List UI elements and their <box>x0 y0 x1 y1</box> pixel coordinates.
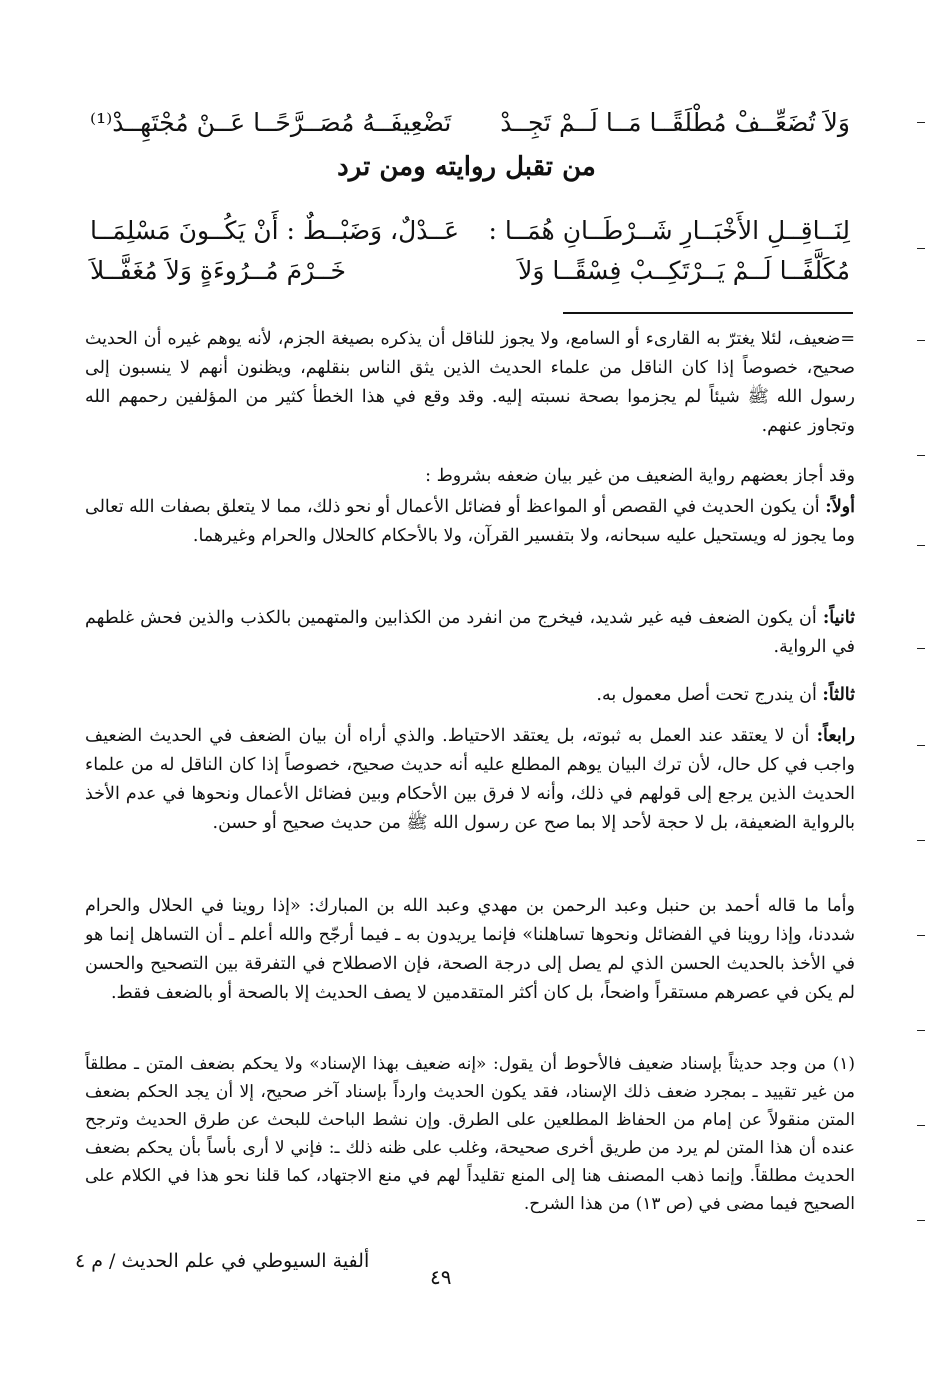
paragraph-text: أن يندرج تحت أصل معمول به. <box>596 685 823 705</box>
footnote-text: (١) من وجد حديثاً بإسناد ضعيف فالأحوط أن يقول: «إنه ضعيف بهذا الإسناد» ولا يحكم بضعف المتن ـ مطلقاً من غير تقييد ـ بمجرد ضعف ذلك الإسناد، فقد يكون الحديث وارداً بإسناد آخر صحيح، إلا أن يجد الحكم بضعف المتن منقولاً عن إمام من الحفاظ المطلعين على الطرق. وإن نشط الباحث للبحث عن طرق الحديث وترجح عنده أن هذا المتن لم يرد من طريق أخرى صحيحة، وغلب على ظنه ذلك ـ: فإني لا أرى بأساً بأن يحكم بضعف الحديث مطلقاً. وإنما ذهب المصنف هنا إلى المنع تقليداً لهم في منع الاجتهاد، كما قلنا نحو هذا في الكلام على الصحيح فيما مضى في (ص ١٣) من هذا الشرح. <box>85 1054 855 1214</box>
paragraph-text: أن لا يعتقد عند العمل به ثبوته، بل يعتقد الاحتياط. والذي أراه أن بيان الضعف في الحديث الضعيف واجب في كل حال، لأن ترك البيان يوهم المطلع عليه أنه حديث صحيح، خصوصاً إذا كان الناقل له من علماء الحديث الذين يرجع إلى قولهم في ذلك، وأنه لا فرق بين الأحكام وبين فضائل الأعمال ونحوها في عدم الأخذ بالرواية الضعيفة، بل لا حجة لأحد إلا بما صح عن رسول الله ﷺ من حديث صحيح أو حسن. <box>85 726 855 833</box>
margin-mark <box>917 1220 925 1221</box>
margin-mark <box>917 648 925 649</box>
condition-lead: ثالثاً: <box>822 685 855 705</box>
margin-mark <box>917 935 925 936</box>
footnote-separator-rule <box>563 312 853 314</box>
paragraph-condition-fourth <box>85 722 855 838</box>
paragraph-continuation <box>85 325 855 441</box>
paragraph-text: وأما ما قاله أحمد بن حنبل وعبد الرحمن بن مهدي وعبد الله بن المبارك: «إذا روينا في الحلال والحرام شددنا، وإذا روينا في الفضائل ونحوها تساهلنا» فإنما يريدون به ـ فيما أرجّح والله أعلم ـ أن التساهل إنما هو في الأخذ بالحديث الحسن الذي لم يصل إلى درجة الصحة، فإن الاصطلاح في التفرقة بين التصحيح والحسن لم يكن في عصرهم مستقراً واضحاً، بل كان أكثر المتقدمين لا يصف الحديث إلا بالصحة أو بالضعف فقط. <box>85 896 855 1003</box>
paragraph-condition-third <box>85 681 855 710</box>
margin-mark <box>917 340 925 341</box>
paragraph-condition-first <box>85 493 855 551</box>
margin-mark <box>917 545 925 546</box>
paragraph-text: أن يكون الضعف فيه غير شديد، فيخرج من انفرد من الكذابين والمتهمين بالكذب والذين فحش غلطهم في الرواية. <box>85 608 855 657</box>
margin-mark <box>917 1030 925 1031</box>
verse-2-second-hemistich: عَــدْلٌ، وَضَبْــطٌ : أَنْ يَكُــونَ مَسْلِمَــا <box>90 215 459 245</box>
verse-1-first-hemistich: وَلاَ تُضَعِّــفْ مُطْلَقًــا مَــا لَــمْ تَجِــدْ <box>500 107 850 137</box>
paragraph-text: أن يكون الحديث في القصص أو المواعظ أو فضائل الأعمال أو نحو ذلك، مما لا يتعلق بصفات الله تعالى وما يجوز له ويستحيل عليه سبحانه، ولا بتفسير القرآن، ولا بالأحكام كالحلال والحرام وغيرهما. <box>85 497 855 546</box>
footnote-1 <box>85 1050 855 1218</box>
verse-3-second-hemistich: خَــرْمَ مُــرُوءَةٍ وَلاَ مُغَفَّــلاَ <box>90 255 346 285</box>
paragraph-scholars-view <box>85 892 855 1008</box>
paragraph-text: وقد أجاز بعضهم رواية الضعيف من غير بيان ضعفه بشروط : <box>425 466 855 486</box>
margin-mark <box>917 122 925 123</box>
verse-line-2 <box>90 208 850 252</box>
margin-mark <box>917 248 925 249</box>
condition-lead: ثانياً: <box>822 608 855 628</box>
margin-mark <box>917 745 925 746</box>
verse-3-first-hemistich: مُكَلَّفًــا لَــمْ يَــرْتَكِــبْ فِسْقًــا وَلاَ <box>518 255 850 285</box>
verse-line-3 <box>90 248 850 292</box>
paragraph-conditions-intro <box>85 462 855 491</box>
verse-line-1 <box>90 100 850 144</box>
margin-mark <box>917 1125 925 1126</box>
paragraph-text: =ضعيف، لئلا يغترّ به القارىء أو السامع، ولا يجوز للناقل أن يذكره بصيغة الجزم، لأنه يوهم غيره أن الحديث صحيح، خصوصاً إذا كان الناقل من علماء الحديث الذين يثق الناس بنقلهم، ويظنون أنهم لا ينسبون إلى رسول الله ﷺ شيئاً لم يجزموا بصحة نسبته إليه. وقد وقع في هذا الخطأ كثير من المؤلفين رحمهم الله وتجاوز عنهم. <box>85 329 855 436</box>
footer-book-signature: ألفية السيوطي في علم الحديث / م ٤ <box>75 1250 370 1272</box>
margin-mark <box>917 455 925 456</box>
page-number: ٤٩ <box>430 1265 452 1289</box>
condition-lead: رابعاً: <box>816 726 855 746</box>
margin-mark <box>917 840 925 841</box>
section-heading: من تقبل روايته ومن ترد <box>337 152 596 182</box>
paragraph-condition-second <box>85 604 855 662</box>
condition-lead: أولاً: <box>825 497 855 517</box>
verse-1-second-hemistich: تَضْعِيفَــهُ مُصَــرَّحًــا عَــنْ مُجْتَهِــدْ⁽¹⁾ <box>90 107 452 137</box>
verse-2-first-hemistich: لِنَــاقِــلِ الأَخْبَــارِ شَــرْطَــانِ هُمَــا : <box>488 215 850 245</box>
